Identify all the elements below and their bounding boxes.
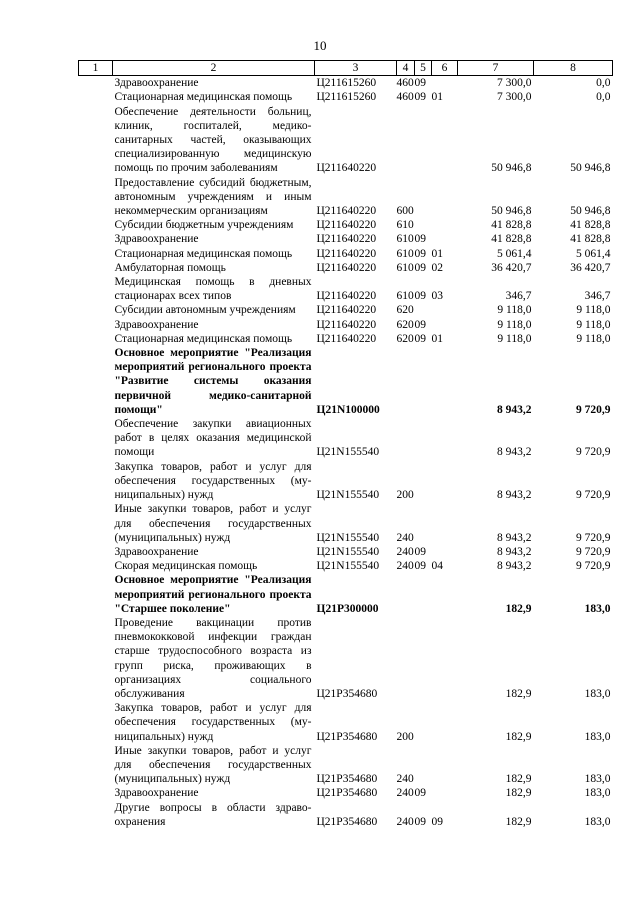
expense-type: 460 bbox=[396, 77, 414, 90]
section bbox=[415, 105, 432, 176]
subsection: 01 bbox=[431, 247, 443, 260]
row-blank-cell bbox=[79, 573, 113, 616]
subsection bbox=[432, 76, 458, 91]
item-name: Амбулаторная помощь bbox=[114, 261, 226, 274]
item-name: Скорая медицинская помощь bbox=[114, 560, 258, 573]
subsection bbox=[432, 417, 458, 460]
amount-col-7: 182,9 bbox=[505, 815, 532, 828]
item-name: Обеспечение закупки авиационных работ в целях оказания медицинской помощи bbox=[114, 418, 312, 459]
expense-type: 240 bbox=[396, 531, 414, 544]
amount-col-8: 5 061,4 bbox=[576, 247, 611, 260]
row-blank-cell bbox=[79, 559, 113, 573]
expense-type: 610 bbox=[396, 290, 414, 303]
table-row bbox=[79, 247, 613, 261]
expense-type: 610 bbox=[396, 247, 414, 260]
header-col-5: 5 bbox=[415, 61, 432, 76]
target-code: Ц21P354680 bbox=[316, 730, 378, 743]
subsection bbox=[432, 701, 458, 744]
section: 09 bbox=[414, 545, 426, 558]
amount-col-8: 50 946,8 bbox=[570, 162, 611, 175]
subsection: 02 bbox=[431, 261, 443, 274]
amount-col-7: 50 946,8 bbox=[491, 205, 532, 218]
expense-type bbox=[397, 346, 415, 417]
target-code: Ц21N155540 bbox=[316, 545, 380, 558]
section bbox=[415, 346, 432, 417]
item-name: Стационарная медицинская помощь bbox=[114, 332, 293, 345]
row-blank-cell bbox=[79, 218, 113, 232]
target-code: Ц211640220 bbox=[316, 233, 377, 246]
table-row bbox=[79, 545, 613, 559]
table-row bbox=[79, 701, 613, 744]
amount-col-8: 36 420,7 bbox=[570, 261, 611, 274]
item-name: Медицинская помощь в дневных стационарах всех типов bbox=[114, 276, 312, 303]
expense-type: 610 bbox=[396, 233, 414, 246]
page-number: 10 bbox=[313, 38, 327, 53]
amount-col-8: 183,0 bbox=[584, 787, 611, 800]
amount-col-8: 9 720,9 bbox=[576, 446, 611, 459]
subsection bbox=[432, 744, 458, 787]
subsection: 01 bbox=[431, 332, 443, 345]
item-name: Основное мероприятие "Реализация мероприятий регионального проекта "Старшее поколение" bbox=[114, 574, 312, 615]
expense-type: 240 bbox=[396, 545, 414, 558]
expense-type bbox=[397, 616, 415, 701]
amount-col-8: 9 720,9 bbox=[576, 545, 611, 558]
item-name: Основное мероприятие "Реализация мероприятий регионального проекта "Развитие системы оказания первичной медико-санитарной помощи" bbox=[114, 347, 312, 416]
target-code: Ц211640220 bbox=[316, 290, 377, 303]
section: 09 bbox=[414, 332, 426, 345]
header-col-6: 6 bbox=[432, 61, 458, 76]
table-row bbox=[79, 275, 613, 303]
item-name: Субсидии бюджетным учреждениям bbox=[114, 219, 294, 232]
target-code: Ц211640220 bbox=[316, 332, 377, 345]
table-row bbox=[79, 76, 613, 91]
row-blank-cell bbox=[79, 744, 113, 787]
subsection bbox=[432, 176, 458, 219]
target-code: Ц211615260 bbox=[316, 77, 377, 90]
item-name: Иные закупки товаров, работ и услуг для обеспечения государственных (муниципальных) нужд bbox=[114, 744, 312, 786]
section bbox=[415, 744, 432, 787]
table-row bbox=[79, 176, 613, 219]
subsection bbox=[432, 545, 458, 559]
amount-col-7: 7 300,0 bbox=[497, 91, 532, 104]
target-code: Ц211640220 bbox=[316, 318, 377, 331]
section: 09 bbox=[414, 560, 426, 573]
subsection bbox=[432, 303, 458, 317]
target-code: Ц21N155540 bbox=[316, 446, 380, 459]
subsection bbox=[432, 232, 458, 246]
row-blank-cell bbox=[79, 502, 113, 545]
expense-type: 460 bbox=[396, 91, 414, 104]
row-blank-cell bbox=[79, 176, 113, 219]
target-code: Ц211640220 bbox=[316, 205, 377, 218]
table-row bbox=[79, 502, 613, 545]
item-name: Здравоохранение bbox=[114, 787, 199, 800]
item-name: Иные закупки товаров, работ и услуг для обеспечения государственных (муниципальных) нужд bbox=[114, 503, 312, 544]
subsection bbox=[432, 218, 458, 232]
amount-col-8: 183,0 bbox=[584, 815, 611, 828]
header-col-4: 4 bbox=[397, 61, 415, 76]
header-col-7: 7 bbox=[458, 61, 534, 76]
target-code: Ц211615260 bbox=[316, 91, 377, 104]
row-blank-cell bbox=[79, 261, 113, 275]
table-row bbox=[79, 303, 613, 317]
expense-type: 620 bbox=[396, 332, 414, 345]
target-code: Ц21P354680 bbox=[316, 773, 378, 786]
expense-type bbox=[397, 417, 415, 460]
amount-col-8: 9 118,0 bbox=[576, 304, 611, 317]
item-name: Здравоохранение bbox=[114, 545, 199, 558]
amount-col-7: 36 420,7 bbox=[491, 261, 532, 274]
item-name: Предоставление субсидий бюджетным, автономным учреждениям и иным некоммерческим организациям bbox=[114, 176, 312, 218]
item-name: Здравоохранение bbox=[114, 77, 199, 90]
subsection bbox=[432, 318, 458, 332]
amount-col-7: 8 943,2 bbox=[497, 531, 532, 544]
row-blank-cell bbox=[79, 616, 113, 701]
section bbox=[415, 701, 432, 744]
subsection bbox=[432, 105, 458, 176]
budget-table bbox=[78, 60, 613, 829]
row-blank-cell bbox=[79, 76, 113, 91]
expense-type: 240 bbox=[396, 815, 414, 828]
section: 09 bbox=[414, 261, 426, 274]
amount-col-8: 9 118,0 bbox=[576, 318, 611, 331]
section bbox=[415, 417, 432, 460]
subsection: 04 bbox=[431, 560, 443, 573]
table-row bbox=[79, 261, 613, 275]
amount-col-8: 346,7 bbox=[584, 290, 611, 303]
section: 09 bbox=[414, 233, 426, 246]
expense-type bbox=[397, 573, 415, 616]
amount-col-8: 9 118,0 bbox=[576, 332, 611, 345]
item-name: Проведение вакцинации против пневмококковой инфекции граждан старше трудоспособного возраста из групп риска, проживающих в организациях социального обслуживания bbox=[114, 616, 312, 700]
amount-col-8: 50 946,8 bbox=[570, 205, 611, 218]
row-blank-cell bbox=[79, 318, 113, 332]
table-row bbox=[79, 786, 613, 800]
subsection bbox=[432, 616, 458, 701]
row-blank-cell bbox=[79, 247, 113, 261]
section bbox=[415, 460, 432, 503]
amount-col-7: 5 061,4 bbox=[497, 247, 532, 260]
section: 09 bbox=[414, 77, 426, 90]
header-col-3: 3 bbox=[315, 61, 397, 76]
target-code: Ц211640220 bbox=[316, 304, 377, 317]
header-col-2: 2 bbox=[113, 61, 315, 76]
table-row bbox=[79, 573, 613, 616]
subsection: 09 bbox=[431, 815, 443, 828]
item-name: Здравоохранение bbox=[114, 233, 199, 246]
table-row bbox=[79, 332, 613, 346]
item-name: Здравоохранение bbox=[114, 318, 199, 331]
item-name: Стационарная медицинская помощь bbox=[114, 247, 293, 260]
amount-col-8: 183,0 bbox=[584, 602, 611, 615]
amount-col-8: 183,0 bbox=[584, 773, 611, 786]
amount-col-8: 9 720,9 bbox=[576, 531, 611, 544]
amount-col-7: 8 943,2 bbox=[497, 489, 532, 502]
section bbox=[415, 616, 432, 701]
amount-col-8: 183,0 bbox=[584, 730, 611, 743]
section: 09 bbox=[414, 318, 426, 331]
section bbox=[415, 573, 432, 616]
amount-col-7: 182,9 bbox=[505, 773, 532, 786]
section: 09 bbox=[414, 247, 426, 260]
amount-col-8: 183,0 bbox=[584, 687, 611, 700]
row-blank-cell bbox=[79, 460, 113, 503]
amount-col-7: 182,9 bbox=[505, 602, 532, 615]
item-name: Закупка товаров, работ и услуг для обеспечения государственных (муниципальных) нужд bbox=[114, 460, 312, 502]
row-blank-cell bbox=[79, 275, 113, 303]
header-col-1: 1 bbox=[79, 61, 113, 76]
amount-col-7: 8 943,2 bbox=[497, 560, 532, 573]
target-code: Ц21N155540 bbox=[316, 531, 380, 544]
subsection bbox=[432, 786, 458, 800]
amount-col-7: 9 118,0 bbox=[497, 304, 532, 317]
amount-col-8: 0,0 bbox=[596, 91, 611, 104]
target-code: Ц21N155540 bbox=[316, 560, 380, 573]
expense-type: 610 bbox=[396, 219, 414, 232]
item-name: Стационарная медицинская помощь bbox=[114, 91, 293, 104]
expense-type: 600 bbox=[396, 205, 414, 218]
table-row bbox=[79, 218, 613, 232]
expense-type: 620 bbox=[396, 304, 414, 317]
table-row bbox=[79, 90, 613, 104]
section bbox=[415, 176, 432, 219]
expense-type: 200 bbox=[396, 730, 414, 743]
amount-col-8: 9 720,9 bbox=[576, 560, 611, 573]
amount-col-8: 41 828,8 bbox=[570, 233, 611, 246]
amount-col-7: 9 118,0 bbox=[497, 332, 532, 345]
table-row bbox=[79, 346, 613, 417]
row-blank-cell bbox=[79, 801, 113, 829]
subsection bbox=[432, 346, 458, 417]
table-row bbox=[79, 460, 613, 503]
expense-type: 240 bbox=[396, 773, 414, 786]
amount-col-8: 9 720,9 bbox=[576, 403, 611, 416]
target-code: Ц211640220 bbox=[316, 247, 377, 260]
amount-col-7: 182,9 bbox=[505, 787, 532, 800]
expense-type: 200 bbox=[396, 489, 414, 502]
item-name: Обеспечение деятельности больниц, клиник, госпиталей, медико-санитарных частей, оказывающих специализированную медицинскую помощь по прочим заболеваниям bbox=[114, 105, 312, 175]
subsection: 01 bbox=[431, 91, 443, 104]
expense-type: 620 bbox=[396, 318, 414, 331]
amount-col-7: 41 828,8 bbox=[491, 233, 532, 246]
target-code: Ц21P354680 bbox=[316, 787, 378, 800]
header-col-8: 8 bbox=[534, 61, 613, 76]
table-row bbox=[79, 559, 613, 573]
subsection bbox=[432, 502, 458, 545]
expense-type: 610 bbox=[396, 261, 414, 274]
item-name: Закупка товаров, работ и услуг для обеспечения государственных (муниципальных) нужд bbox=[114, 702, 312, 743]
target-code: Ц21N100000 bbox=[316, 403, 380, 416]
target-code: Ц211640220 bbox=[316, 162, 377, 175]
amount-col-7: 346,7 bbox=[505, 290, 532, 303]
subsection bbox=[432, 460, 458, 503]
section bbox=[415, 218, 432, 232]
amount-col-7: 8 943,2 bbox=[497, 545, 532, 558]
item-name: Другие вопросы в области здравоохранения bbox=[114, 801, 312, 828]
target-code: Ц211640220 bbox=[316, 219, 377, 232]
target-code: Ц21N155540 bbox=[316, 489, 380, 502]
table-row bbox=[79, 801, 613, 829]
amount-col-7: 182,9 bbox=[505, 687, 532, 700]
section bbox=[415, 502, 432, 545]
amount-col-7: 50 946,8 bbox=[491, 162, 532, 175]
row-blank-cell bbox=[79, 545, 113, 559]
table-row bbox=[79, 318, 613, 332]
amount-col-8: 9 720,9 bbox=[576, 489, 611, 502]
table-header-row bbox=[79, 61, 613, 76]
subsection: 03 bbox=[431, 290, 443, 303]
amount-col-7: 41 828,8 bbox=[491, 219, 532, 232]
row-blank-cell bbox=[79, 303, 113, 317]
row-blank-cell bbox=[79, 105, 113, 176]
expense-type bbox=[397, 105, 415, 176]
target-code: Ц211640220 bbox=[316, 261, 377, 274]
row-blank-cell bbox=[79, 417, 113, 460]
row-blank-cell bbox=[79, 332, 113, 346]
amount-col-7: 9 118,0 bbox=[497, 318, 532, 331]
expense-type: 240 bbox=[396, 787, 414, 800]
row-blank-cell bbox=[79, 346, 113, 417]
item-name: Субсидии автономным учреждениям bbox=[114, 304, 296, 317]
section bbox=[415, 303, 432, 317]
expense-type: 240 bbox=[396, 560, 414, 573]
target-code: Ц21P300000 bbox=[316, 602, 379, 615]
amount-col-7: 7 300,0 bbox=[497, 77, 532, 90]
amount-col-7: 182,9 bbox=[505, 730, 532, 743]
table-row bbox=[79, 105, 613, 176]
row-blank-cell bbox=[79, 232, 113, 246]
target-code: Ц21P354680 bbox=[316, 687, 378, 700]
table-row bbox=[79, 744, 613, 787]
section: 09 bbox=[414, 815, 426, 828]
amount-col-7: 8 943,2 bbox=[497, 403, 532, 416]
section: 09 bbox=[414, 91, 426, 104]
amount-col-8: 0,0 bbox=[596, 77, 611, 90]
target-code: Ц21P354680 bbox=[316, 815, 378, 828]
amount-col-8: 41 828,8 bbox=[570, 219, 611, 232]
section: 09 bbox=[414, 787, 426, 800]
table-row bbox=[79, 616, 613, 701]
table-row bbox=[79, 417, 613, 460]
row-blank-cell bbox=[79, 90, 113, 104]
subsection bbox=[432, 573, 458, 616]
row-blank-cell bbox=[79, 786, 113, 800]
row-blank-cell bbox=[79, 701, 113, 744]
section: 09 bbox=[414, 290, 426, 303]
amount-col-7: 8 943,2 bbox=[497, 446, 532, 459]
table-row bbox=[79, 232, 613, 246]
